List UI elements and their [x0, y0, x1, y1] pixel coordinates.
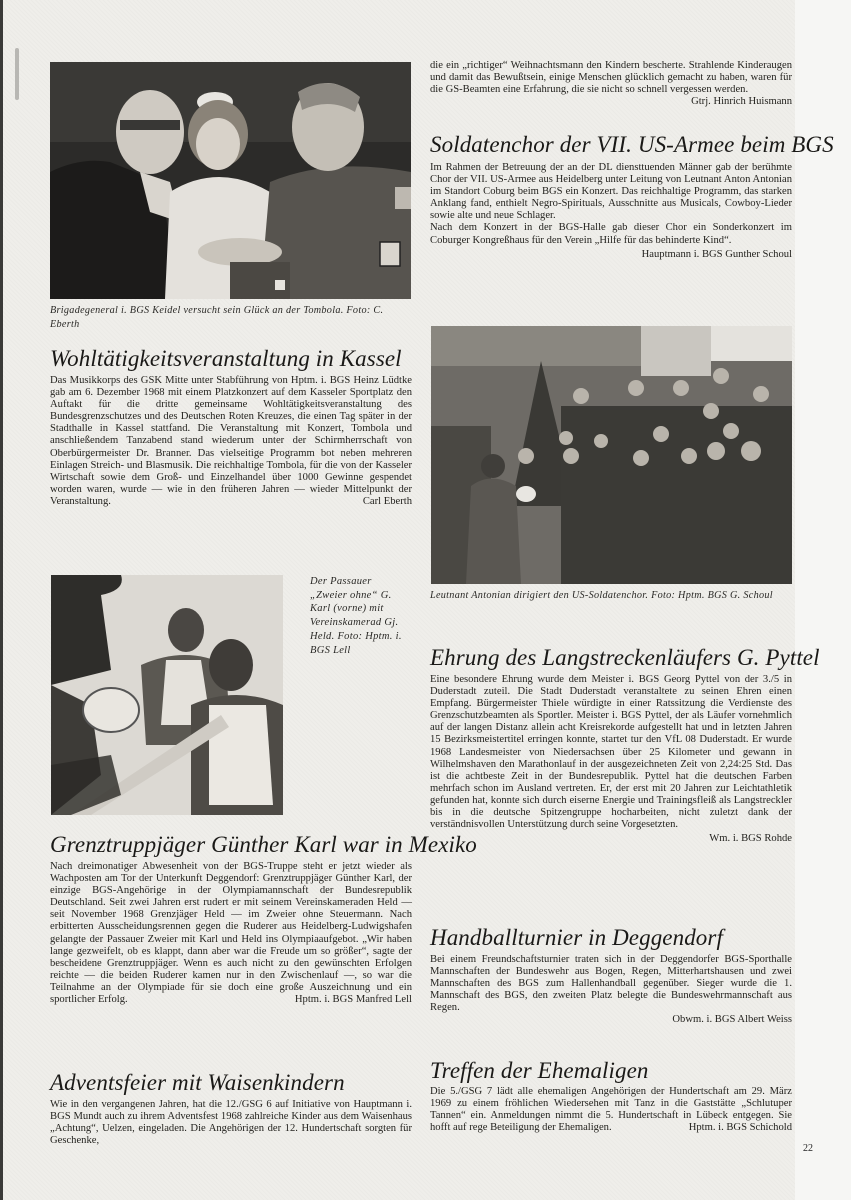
article-mexiko-text-content: Nach dreimonatiger Abwesenheit von der BGS-Truppe steht er jetzt wieder als Wachposten am Tor der Unterkunft Deggendorf: Grenztruppjäger Günther Karl, der einzige BGS-Angehörige in der Olympiamannschaft der Bundesrepublik Deutschland. Seit zwei Jahren erst rudert er mit seinem Vereinskameraden Held — seit November 1968 Grenzjäger Held — im Zweier ohne Steuermann. Nach erbitterten Ausscheidungsrennen gegen die Ruderer aus Heidelberg-Ludwigshafen gelangte der Passauer Zweier mit Karl und Held ins Olympiaaufgebot. „Wir haben lange gezweifelt, ob es klappt, dann aber war die Freude um so größer“, sagte der bescheidene Grenztruppjäger. Wenn es auch nicht zu den gewünschten Erfolgen reichte — die beiden Ruderer kamen nur in den Zwischenlauf —, so war die Teilnahme an der Olympiade für sie doch eine große Auszeichnung und ein sportlicher Erfolg. — [50, 861, 412, 1006]
article-mexiko-author: Hptm. i. BGS Manfred Lell — [294, 994, 412, 1006]
article-ehemalige-author: Hptm. i. BGS Schichold — [688, 1122, 792, 1134]
article-advent-text-right — [430, 60, 792, 108]
article-soldatenchor-body — [430, 162, 792, 261]
article-kassel-body — [50, 375, 412, 508]
scan-edge — [0, 0, 3, 1200]
photo-tombola — [50, 62, 411, 299]
article-ehemalige-text — [430, 1086, 792, 1134]
article-soldatenchor-p1: Im Rahmen der Betreuung der an der DL diensttuenden Männer gab der berühmte Chor der VII. US-Armee aus Heidelberg unter Leitung von Leutnant Anton Antonian im Standort Coburg beim BGS ein Konzert. Das reichhaltige Programm, das starken Anklang fand, enthielt Negro-Spirituals, Ausschnitte aus Musicals, Cowboy-Lieder sowie alte und neue Schlager. — [430, 162, 792, 222]
article-handball-text: Bei einem Freundschaftsturnier traten sich in der Deggendorfer BGS-Sporthalle Mannschaften der Bundeswehr aus Bogen, Regen, Mitterhartshausen und zwei Mannschaften des BGS zum Hallenhandball gegenüber. Sieger wurde die 1. Mannschaft des BGS, den zweiten Platz belegte die Bundeswehrmannschaft aus Regen. — [430, 954, 792, 1014]
article-ehemalige-body — [430, 1086, 792, 1134]
article-soldatenchor-author: Hauptmann i. BGS Gunther Schoul — [641, 248, 792, 260]
article-ehemalige-text-content: Die 5./GSG 7 lädt alle ehemaligen Angehörigen der Hundertschaft am 29. März 1969 zu einem fröhlichen Wiedersehen mit Tanz in die Gaststätte „Schlutuper Tannen“ ein. Anmeldungen nimmt die 5. Hundertschaft in Lübeck entgegen. Sie hofft auf rege Beteiligung der Ehemaligen. — [430, 1086, 792, 1134]
scan-mark — [15, 48, 19, 100]
article-kassel-author: Carl Eberth — [362, 496, 412, 508]
photo-choir-image — [431, 326, 792, 584]
article-mexiko-body — [50, 861, 412, 1006]
article-advent-text-right-content: die ein „richtiger“ Weihnachtsmann den Kindern bescherte. Strahlende Kinderaugen und damit das Bewußtsein, einige Menschen glücklich gemacht zu haben, waren für die GS-Beamten eine Erfahrung, die sie nicht so schnell vergessen werden. — [430, 60, 792, 96]
article-advent-body-left — [50, 1099, 412, 1147]
photo-tombola-caption: Brigadegeneral i. BGS Keidel versucht sein Glück an der Tombola. Foto: C. Eberth — [50, 305, 384, 330]
headline-ehemalige: Treffen der Ehemaligen — [430, 1058, 649, 1083]
page-number: 22 — [803, 1143, 813, 1154]
article-pyttel-author: Wm. i. BGS Rohde — [709, 833, 792, 845]
article-pyttel-body — [430, 674, 792, 845]
article-mexiko-text — [50, 861, 412, 1006]
article-soldatenchor-p2: Nach dem Konzert in der BGS-Halle gab dieser Chor ein Sonderkonzert im Coburger Kongreßhaus für den Verein „Hilfe für das behinderte Kind“. — [430, 222, 792, 246]
photo-rowers — [51, 575, 283, 815]
article-handball-body — [430, 954, 792, 1027]
headline-soldatenchor: Soldatenchor der VII. US-Armee beim BGS — [430, 132, 834, 157]
article-handball-author: Obwm. i. BGS Albert Weiss — [672, 1014, 792, 1026]
photo-rowers-image — [51, 575, 283, 815]
photo-choir-caption: Leutnant Antonian dirigiert den US-Soldatenchor. Foto: Hptm. BGS G. Schoul — [430, 590, 773, 601]
page-margin — [795, 0, 851, 1200]
article-advent-author: Gtrj. Hinrich Huismann — [691, 96, 792, 108]
headline-handball: Handballturnier in Deggendorf — [430, 925, 723, 950]
article-advent-text-left: Wie in den vergangenen Jahren, hat die 12./GSG 6 auf Initiative von Hauptmann i. BGS Mundt auch zu ihrem Adventsfest 1968 zahlreiche Kinder aus dem Waisenhaus „Achtung“, Uelzen, eingeladen. Die Angehörigen der 12. Hundertschaft sorgten für Geschenke, — [50, 1099, 412, 1147]
headline-kassel: Wohltätigkeitsveranstaltung in Kassel — [50, 346, 402, 371]
photo-tombola-image — [50, 62, 411, 299]
article-kassel-text: Das Musikkorps des GSK Mitte unter Stabführung von Hptm. i. BGS Heinz Lüdtke gab am 6. Dezember 1968 mit einem Platzkonzert auf dem Kasseler Sportplatz den Auftakt für die dritte gemeinsame Wohltätigkeitsveranstaltung des Bundesgrenzschutzes und des Deutschen Roten Kreuzes, die einen Tag später in der Stadthalle in Kassel stattfand. Die Veranstaltung mit Konzert, Tombola und anschließendem Tanzabend stand wiederum unter der Schirmherrschaft von Oberbürgermeister Dr. Branner. Das vielseitige Programm bot neben mehreren Einlagen Streich- und Blasmusik. Die reichhaltige Tombola, für die von der Kasseler Wirtschaft sowie dem Groß- und Einzelhandel über 1000 Gewinne gespendet worden waren, wurde — wie in den früheren Jahren — wieder Mittelpunkt der Veranstaltung. — [50, 375, 412, 507]
headline-advent: Adventsfeier mit Waisenkindern — [50, 1070, 345, 1095]
headline-pyttel: Ehrung des Langstreckenläufers G. Pyttel — [430, 645, 820, 670]
article-advent-body-right — [430, 60, 792, 108]
photo-rowers-caption: Der Passauer „Zweier ohne“ G. Karl (vorne) mit Vereinskamerad Gj. Held. Foto: Hptm. i. BGS Lell — [310, 576, 402, 656]
photo-choir — [431, 326, 792, 584]
headline-mexiko: Grenztruppjäger Günther Karl war in Mexiko — [50, 832, 477, 857]
article-pyttel-text: Eine besondere Ehrung wurde dem Meister i. BGS Georg Pyttel von der 3./5 in Duderstadt zuteil. Die Stadt Duderstadt veranstaltete zu seinen Ehren einen Empfang. Bürgermeister Thiele würdigte in einer Ratssitzung die Verdienste des Grenzschutzbeamten als Sportler. Meister i. BGS Pyttel, der als Läufer vornehmlich auf der langen Distanz allein acht Kreisrekorde aufgestellt hat und in letzten Jahren 15 Bezirksmeistertitel erringen konnte, startet tur den VfL 08 Duderstadt. Er wurde 1968 Landesmeister von Niedersachsen über 25 Kilometer und gewann in Wilhelmshaven den Marathonlauf in der ausgezeichneten Zeit von 2,24:25 Std. Das ist die achtbeste Zeit in der Bundesrepublik. Pyttel hat die deutschen Farben mehrfach schon im Ausland vertreten. Er, der erst mit 20 Jahren zur Leichtathletik gefunden hat, konnte sich durch eiserne Energie und Trainingsfleiß als Langstreckler bis in die deutsche Spitzengruppe hocharbeiten, nicht zuletzt dank der verständnisvollen Unterstützung durch seine Vorgesetzten. — [430, 674, 792, 831]
